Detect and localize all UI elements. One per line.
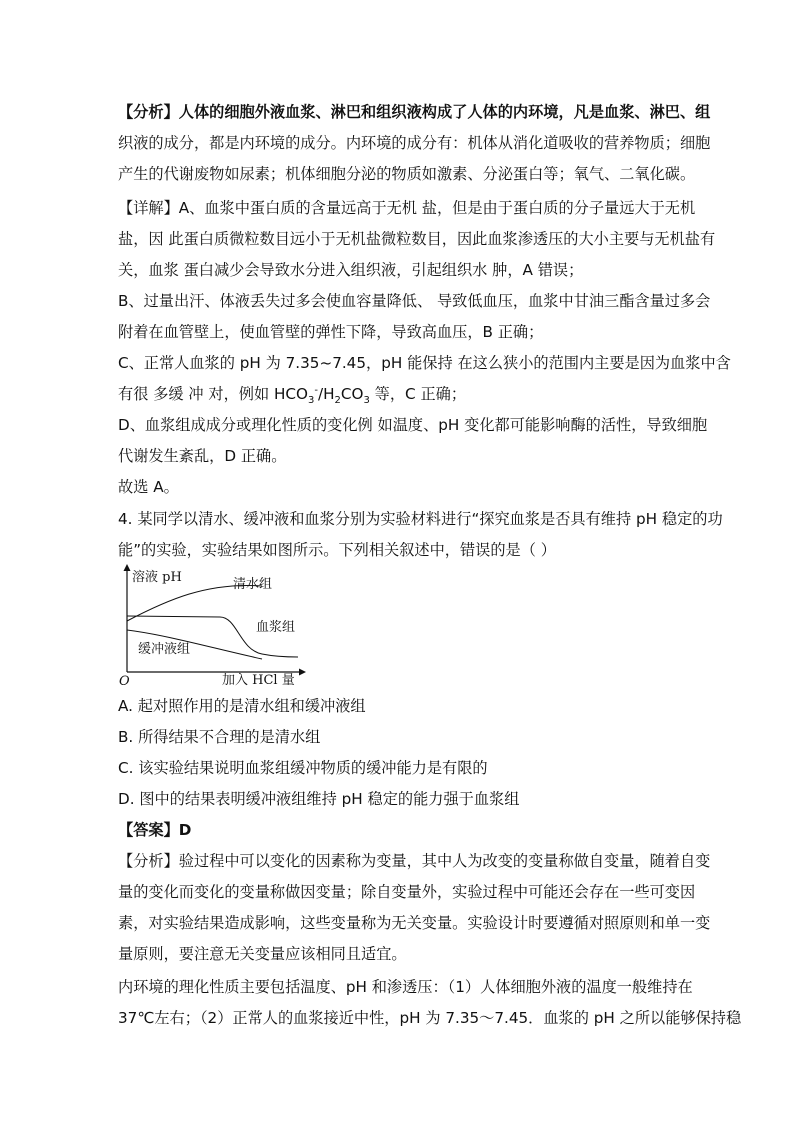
detail-line-5: 附着在血管壁上，使血管壁的弹性下降，导致高血压，B 正确； [118,323,544,341]
analysis-line-1: 【分析】人体的细胞外液血浆、淋巴和组织液构成了人体的内环境，凡是血浆、淋巴、组 [118,103,711,121]
x-axis-arrow [299,669,306,676]
detail-line-7 [118,384,467,407]
detail-line-6: C、正常人血浆的 pH 为 7.35~7.45，pH 能保持 在这么狭小的范围内主要是因为血浆中含 [118,354,731,372]
detail-line-8: D、血浆组成成分或理化性质的变化例 如温度、pH 变化都可能影响酶的活性，导致细胞 [118,416,708,434]
option-d: D. 图中的结果表明缓冲液组维持 pH 稳定的能力强于血浆组 [118,790,520,808]
analysis2-line-4: 量原则，要注意无关变量应该相同且适宜。 [118,945,407,963]
analysis2-line-3: 素，对实验结果造成影响，这些变量称为无关变量。实验设计时要遵循对照原则和单一变 [118,914,711,932]
formula-sup-1: - [314,384,318,396]
option-a: A. 起对照作用的是清水组和缓冲液组 [118,697,366,715]
detail-line-3: 关，血浆 蛋白减少会导致水分进入组织液，引起组织水 肿，A 错误； [118,261,584,279]
formula-mid: /H [317,385,335,403]
formula-mid-2: CO [340,385,364,403]
origin-label: O [119,674,130,686]
option-c: C. 该实验结果说明血浆组缓冲物质的缓冲能力是有限的 [118,759,488,777]
question-4-line-2: 能”的实验，实验结果如图所示。下列相关叙述中，错误的是（ ） [118,541,556,559]
x-axis-label: 加入 HCl 量 [222,673,295,686]
analysis2-line-6: 37℃左右；（2）正常人的血浆接近中性，pH 为 7.35～7.45．血浆的 pH 之所以能够保持稳 [118,1009,742,1027]
analysis-line-2: 织液的成分，都是内环境的成分。内环境的成分有：机体从消化道吸收的营养物质；细胞 [118,134,711,152]
formula-sub-2: 2 [334,395,341,407]
legend-label-plasma: 血浆组 [256,620,296,635]
detail-line-7-post: 等，C 正确； [369,385,467,403]
analysis2-line-5: 内环境的理化性质主要包括温度、pH 和渗透压：（1）人体细胞外液的温度一般维持在 [118,978,693,996]
analysis2-line-2: 量的变化而变化的变量称做因变量；除自变量外，实验过程中可能还会存在一些可变因 [118,883,696,901]
y-axis-arrow [124,564,131,571]
legend-label-water: 清水组 [233,577,273,592]
legend-label-buffer: 缓冲液组 [138,642,191,657]
option-b: B. 所得结果不合理的是清水组 [118,728,321,746]
choose-answer-line: 故选 A。 [118,478,179,496]
detail-line-2: 盐，因 此蛋白质微粒数目远小于无机盐微粒数目，因此血浆渗透压的大小主要与无机盐有 [118,230,716,248]
answer-line: 【答案】D [118,821,192,839]
question-4-line-1: 4. 某同学以清水、缓冲液和血浆分别为实验材料进行“探究血浆是否具有维持 pH 稳定的功 [118,510,723,528]
detail-line-9: 代谢发生紊乱，D 正确。 [118,447,287,465]
formula-sub-3: 3 [363,395,370,407]
detail-line-1: 【详解】A、血浆中蛋白质的含量远高于无机 盐，但是由于蛋白质的分子量远大于无机 [118,199,696,217]
detail-line-7-pre: 有很 多缓 冲 对，例如 HCO [118,385,308,403]
ph-chart [112,560,308,686]
analysis-line-3: 产生的代谢废物如尿素；机体细胞分泌的物质如激素、分泌蛋白等；氧气、二氧化碳。 [118,165,696,183]
formula-sub-1: 3 [307,395,315,407]
analysis2-line-1: 【分析】验过程中可以变化的因素称为变量，其中人为改变的变量称做自变量，随着自变 [118,852,711,870]
y-axis-label: 溶液 pH [132,570,182,585]
detail-line-4: B、过量出汗、体液丢失过多会使血容量降低、 导致低血压，血浆中甘油三酯含量过多会 [118,292,711,310]
